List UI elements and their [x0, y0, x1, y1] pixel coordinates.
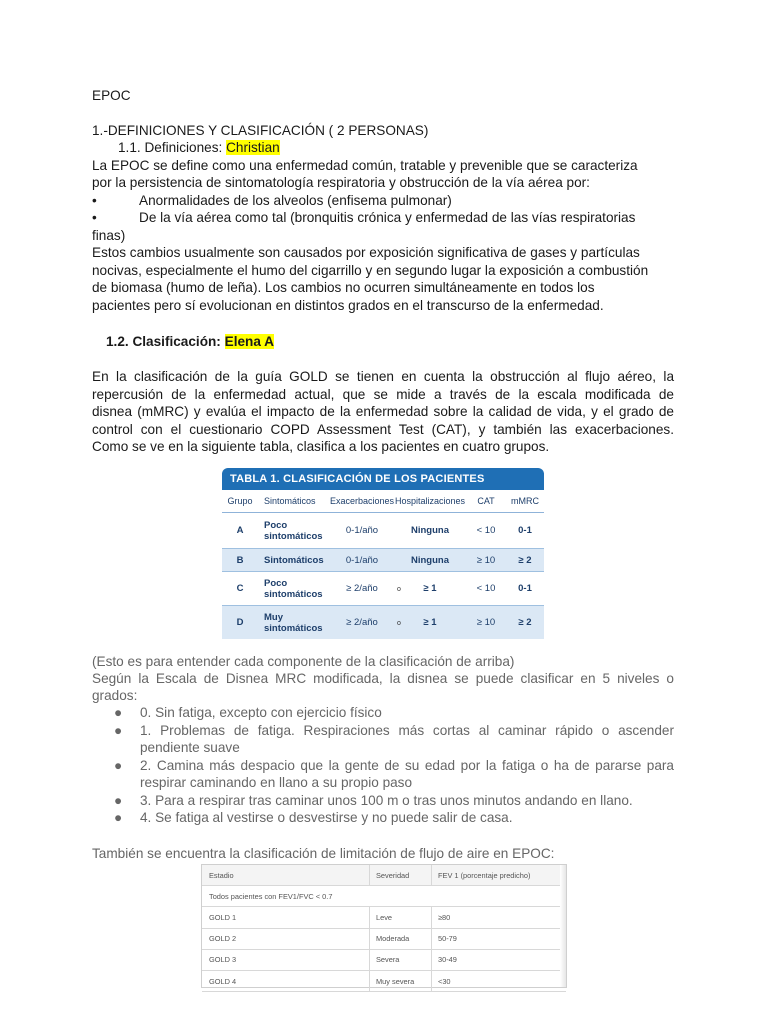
header-cell: Sintomáticos [264, 496, 316, 506]
header-cell: Grupo [227, 496, 253, 506]
bullet-icon: ● [114, 810, 123, 825]
cat-cell: ≥ 10 [476, 617, 496, 628]
table-title: TABLA 1. CLASIFICACIÓN DE LOS PACIENTES [222, 468, 544, 490]
header-cell: Exacerbaciones [330, 496, 395, 506]
list-item-text: respirar caminando en llano a su propio paso [140, 775, 413, 790]
list-item-text: 1. Problemas de fatiga. Respiraciones más cortas al caminar rápido o ascender [140, 723, 674, 738]
table-row [202, 950, 566, 971]
severity-cell: Leve [370, 907, 432, 927]
stray-mark: o [397, 620, 401, 627]
table-row [222, 606, 544, 639]
exacerbation-cell: 0-1/año [345, 554, 379, 566]
header-cell: CAT [477, 496, 495, 506]
bullet-icon: • [92, 210, 97, 225]
list-item [92, 192, 452, 210]
hospitalization-cell: Ninguna [411, 554, 449, 566]
paragraph-line: Estos cambios usualmente son causados por exposición significativa de gases y partículas [92, 245, 640, 260]
mmrc-cell: ≥ 2 [518, 554, 532, 566]
paragraph-line: control con el cuestionario COPD Assessment Test (CAT), y también las exacerbaciones. [92, 422, 674, 437]
symptom-cell: Poco sintomáticos [264, 519, 323, 542]
subsection-label: 1.2. Clasificación: [106, 334, 225, 349]
bullet-icon: ● [114, 793, 123, 808]
list-item-text: 0. Sin fatiga, excepto con ejercicio físico [140, 705, 382, 720]
list-item-text: 4. Se fatiga al vestirse o desvestirse y no puede salir de casa. [140, 810, 513, 825]
exacerbation-cell: ≥ 2/año [346, 583, 378, 594]
stage-cell: GOLD 2 [202, 929, 370, 949]
header-cell: Severidad [370, 865, 432, 885]
header-cell: Estadio [202, 865, 370, 885]
mmrc-cell: 0-1 [518, 525, 532, 536]
paragraph-line: También se encuentra la clasificación de limitación de flujo de aire en EPOC: [92, 846, 555, 861]
stage-cell: GOLD 4 [202, 971, 370, 991]
severity-cell: Muy severa [370, 971, 432, 991]
table-header-row [222, 490, 544, 513]
symptom-cell: Muy sintomáticos [264, 611, 323, 634]
paragraph-line: Como se ve en la siguiente tabla, clasifica a los pacientes en cuatro grupos. [92, 439, 550, 454]
bullet-icon: ● [114, 705, 123, 720]
paragraph-line: disnea (mMRC) y evalúa el impacto de la enfermedad sobre la calidad de vida, y el grado de [92, 404, 674, 419]
subsection-label: 1.1. Definiciones: [118, 140, 227, 155]
group-cell: B [236, 554, 244, 566]
doc-title: EPOC [92, 88, 131, 103]
paragraph-line: por la persistencia de sintomatología respiratoria y obstrucción de la vía aérea por: [92, 175, 590, 190]
paragraph-line: En la clasificación de la guía GOLD se tienen en cuenta la obstrucción al flujo aéreo, la [92, 369, 674, 384]
fev1-cell: 30-49 [438, 955, 457, 965]
cat-cell: < 10 [476, 583, 496, 594]
group-cell: A [236, 525, 244, 536]
paragraph-line: grados: [92, 688, 138, 703]
stray-mark: o [397, 586, 401, 593]
header-cell: mMRC [511, 496, 539, 506]
group-cell: C [236, 583, 244, 594]
classification-table [222, 468, 544, 638]
highlighted-author: Elena A [224, 334, 274, 349]
table-row [222, 572, 544, 606]
paragraph-line: Según la Escala de Disnea MRC modificada, la disnea se puede clasificar en 5 niveles o [92, 671, 674, 686]
cat-cell: ≥ 10 [476, 554, 496, 566]
severity-cell: Moderada [370, 929, 432, 949]
bullet-icon: • [92, 193, 97, 208]
table-row [202, 907, 566, 928]
paragraph-line: de biomasa (humo de leña). Los cambios no ocurren simultáneamente en todos los [92, 280, 595, 295]
paragraph-line: repercusión de la enfermedad actual, que se mide a través de la escala modificada de [92, 387, 674, 402]
paragraph-line: pacientes pero sí evolucionan en distintos grados en el transcurso de la enfermedad. [92, 298, 604, 313]
mmrc-cell: ≥ 2 [518, 617, 532, 628]
list-item-text: 2. Camina más despacio que la gente de su edad por la fatiga o ha de pararse para [140, 758, 674, 773]
table-header-row [202, 865, 566, 886]
list-item-text: pendiente suave [140, 740, 240, 755]
note-line: (Esto es para entender cada componente de la clasificación de arriba) [92, 654, 515, 669]
table-row [202, 929, 566, 950]
fev1-cell: 50-79 [438, 934, 457, 944]
bullet-icon: ● [114, 723, 123, 738]
symptom-cell: Sintomáticos [264, 554, 324, 566]
severity-cell: Severa [370, 950, 432, 970]
table-row [202, 971, 566, 992]
exacerbation-cell: ≥ 2/año [346, 617, 378, 628]
subsection-definitions [118, 139, 280, 157]
hospitalization-cell: ≥ 1 [423, 583, 437, 594]
cat-cell: < 10 [476, 525, 496, 536]
paragraph-line: nocivas, especialmente el humo del cigarrillo y en segundo lugar la exposición a combustión [92, 263, 649, 278]
fev1-cell: <30 [438, 976, 451, 986]
paragraph-line: La EPOC se define como una enfermedad común, tratable y prevenible que se caracteriza [92, 158, 638, 173]
list-item [92, 209, 635, 227]
section-heading: 1.-DEFINICIONES Y CLASIFICACIÓN ( 2 PERSONAS) [92, 123, 429, 138]
symptom-cell: Poco sintomáticos [264, 577, 323, 600]
table-row [222, 513, 544, 549]
list-item-text: Anormalidades de los alveolos (enfisema pulmonar) [139, 193, 452, 208]
paragraph-line: finas) [92, 228, 126, 243]
fev1-cell: ≥80 [438, 912, 451, 922]
list-item-text: 3. Para a respirar tras caminar unos 100 m o tras unos minutos andando en llano. [140, 793, 633, 808]
hospitalization-cell: Ninguna [411, 525, 449, 536]
stage-cell: GOLD 3 [202, 950, 370, 970]
exacerbation-cell: 0-1/año [345, 525, 379, 536]
header-cell: FEV 1 (porcentaje predicho) [438, 870, 531, 880]
stage-cell: GOLD 1 [202, 907, 370, 927]
group-cell: D [236, 617, 244, 628]
subheader-cell: Todos pacientes con FEV1/FVC < 0.7 [209, 891, 333, 901]
table-edge-shadow [560, 865, 566, 987]
table-row [202, 886, 566, 907]
hospitalization-cell: ≥ 1 [423, 617, 437, 628]
highlighted-author: Christian [226, 140, 280, 155]
bullet-icon: ● [114, 758, 123, 773]
list-item-text: De la vía aérea como tal (bronquitis crónica y enfermedad de las vías respiratorias [139, 210, 636, 225]
gold-table [201, 864, 567, 988]
header-cell: Hospitalizaciones [394, 496, 466, 506]
mmrc-cell: 0-1 [518, 583, 532, 594]
table-row [222, 549, 544, 572]
subsection-classification [106, 333, 274, 351]
